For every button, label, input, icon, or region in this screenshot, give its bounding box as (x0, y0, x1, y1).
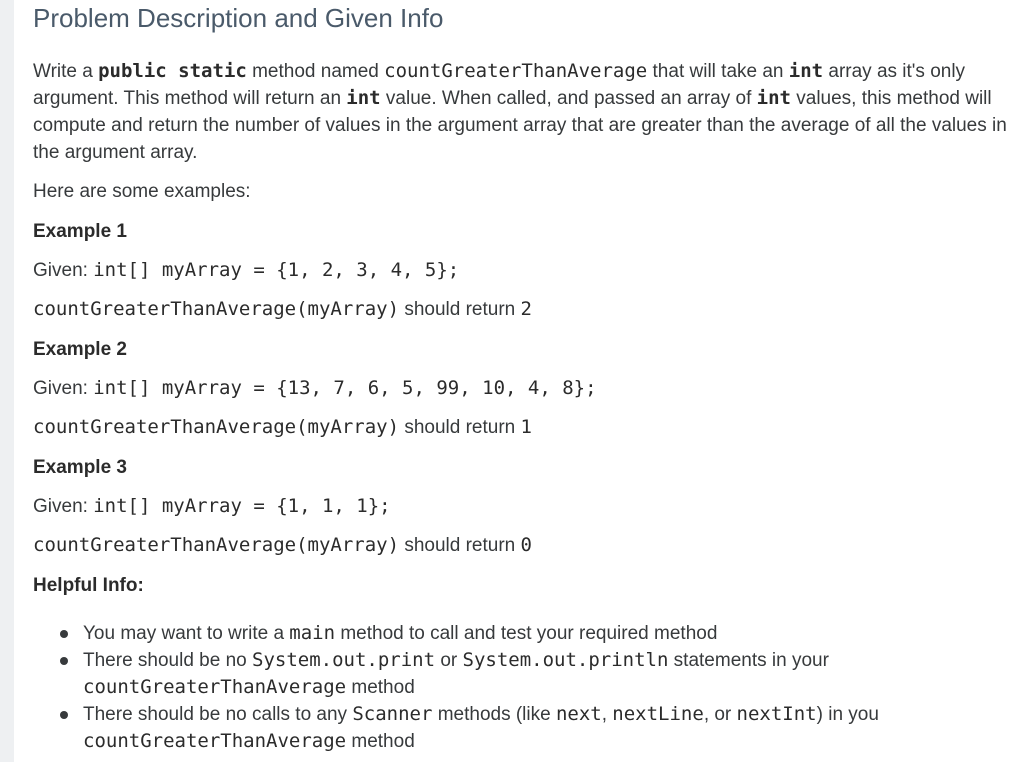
example-given (33, 493, 391, 520)
problem-page (14, 0, 1024, 762)
page-title: Problem Description and Given Info (33, 3, 444, 33)
given-label: Given: (33, 496, 94, 517)
bullet-text: method (346, 731, 415, 752)
list-item (33, 701, 993, 755)
example-heading: Example 2 (33, 339, 127, 360)
given-code: int[] myArray = {13, 7, 6, 5, 99, 10, 4, 8}; (93, 377, 597, 399)
example-result (33, 414, 532, 441)
bullet-text: method to call and test your required method (335, 623, 718, 644)
given-label: Given: (33, 260, 94, 281)
bullet-text: There should be no calls to any (83, 704, 353, 725)
bullet-text: statements in your (668, 650, 829, 671)
bullet-text: , (601, 704, 613, 725)
call-code: countGreaterThanAverage(myArray) (33, 416, 400, 438)
code-system-out-print: System.out.print (252, 649, 436, 671)
example-heading: Example 1 (33, 221, 127, 242)
intro-text: method named (246, 61, 385, 82)
example-result (33, 532, 532, 559)
code-nextline: nextLine (612, 703, 704, 725)
code-next: next (555, 703, 602, 725)
helpful-info-heading: Helpful Info: (33, 575, 144, 596)
call-code: countGreaterThanAverage(myArray) (33, 534, 400, 556)
should-return-label: should return (399, 299, 521, 320)
problem-description (33, 58, 1008, 166)
code-int: int (346, 87, 381, 109)
example-result (33, 296, 532, 323)
code-method-name: countGreaterThanAverage (384, 60, 648, 82)
code-method-name: countGreaterThanAverage (83, 730, 347, 752)
code-scanner: Scanner (352, 703, 433, 725)
bullet-text: methods (like (432, 704, 556, 725)
example-heading: Example 3 (33, 457, 127, 478)
intro-text: that will take an (647, 61, 789, 82)
helpful-info-list (33, 620, 993, 755)
intro-text: value. When called, and passed an array of (380, 88, 757, 109)
list-item (33, 647, 993, 701)
code-int: int (788, 60, 824, 82)
result-value: 2 (520, 298, 532, 320)
given-label: Given: (33, 378, 94, 399)
should-return-label: should return (399, 535, 521, 556)
result-value: 1 (520, 416, 532, 438)
code-int: int (756, 87, 791, 109)
code-system-out-println: System.out.println (462, 649, 669, 671)
code-method-name: countGreaterThanAverage (83, 676, 347, 698)
result-value: 0 (520, 534, 532, 556)
intro-text: values, this method will compute and return the number of values in the argument array that are greater than the average of all the values in the argument array. (33, 88, 1007, 163)
code-main: main (289, 622, 336, 644)
examples-intro: Here are some examples: (33, 181, 251, 202)
bullet-text: There should be no (83, 650, 253, 671)
given-code: int[] myArray = {1, 1, 1}; (93, 495, 391, 517)
code-nextint: nextInt (736, 703, 817, 725)
bullet-text: ) in you (816, 704, 879, 725)
code-public-static: public static (98, 60, 247, 82)
given-code: int[] myArray = {1, 2, 3, 4, 5}; (93, 259, 460, 281)
intro-text: array as it's only argument. This method will return an (33, 61, 966, 109)
bullet-text: method (346, 677, 415, 698)
bullet-text: You may want to write a (83, 623, 290, 644)
call-code: countGreaterThanAverage(myArray) (33, 298, 400, 320)
list-item (33, 620, 993, 647)
example-given (33, 375, 597, 402)
example-given (33, 257, 459, 284)
bullet-text: or (435, 650, 463, 671)
intro-text: Write a (33, 61, 99, 82)
should-return-label: should return (399, 417, 521, 438)
bullet-text: , or (703, 704, 737, 725)
